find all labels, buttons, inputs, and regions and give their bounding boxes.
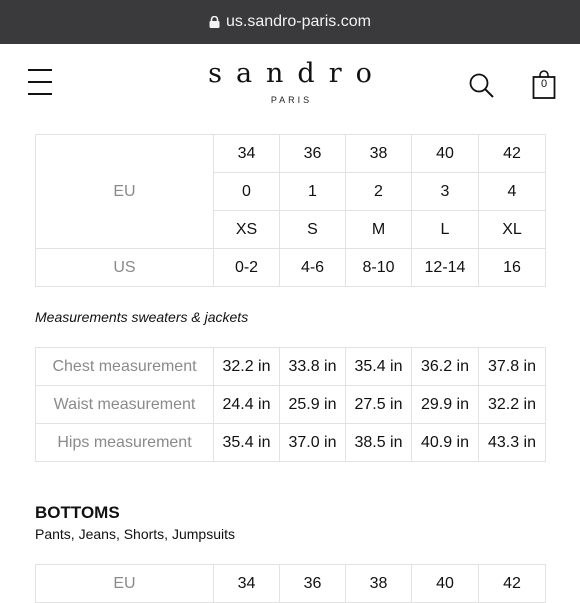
table-cell: 1 (280, 173, 346, 211)
size-conversion-table (35, 134, 546, 287)
table-row (36, 135, 546, 173)
table-cell: 4-6 (280, 249, 346, 287)
table-cell: 36 (280, 565, 346, 603)
table-row (36, 386, 546, 424)
chest-label: Chest measurement (36, 348, 214, 386)
table-cell: 35.4 in (346, 348, 412, 386)
eu-label: EU (36, 565, 214, 603)
table-cell: M (346, 211, 412, 249)
us-label: US (36, 249, 214, 287)
table-cell: 12-14 (412, 249, 479, 287)
brand-subtitle: PARIS (270, 95, 313, 105)
measurements-caption: Measurements sweaters & jackets (35, 309, 249, 325)
table-cell: 37.8 in (479, 348, 546, 386)
table-cell: 0-2 (214, 249, 280, 287)
bottoms-size-table (35, 564, 546, 603)
table-cell: 0 (214, 173, 280, 211)
table-cell: 32.2 in (214, 348, 280, 386)
table-cell: XL (479, 211, 546, 249)
table-cell: 25.9 in (280, 386, 346, 424)
table-cell: XS (214, 211, 280, 249)
table-cell: 32.2 in (479, 386, 546, 424)
table-cell: 34 (214, 565, 280, 603)
table-cell: 36.2 in (412, 348, 479, 386)
table-cell: 38.5 in (346, 424, 412, 462)
table-cell: 2 (346, 173, 412, 211)
table-cell: 35.4 in (214, 424, 280, 462)
table-cell: 40 (412, 135, 479, 173)
table-cell: 40.9 in (412, 424, 479, 462)
bag-count: 0 (540, 78, 548, 90)
table-cell: 34 (214, 135, 280, 173)
table-cell: 8-10 (346, 249, 412, 287)
waist-label: Waist measurement (36, 386, 214, 424)
shopping-bag-button[interactable] (532, 70, 556, 100)
lock-icon (209, 16, 220, 28)
table-cell: 42 (479, 135, 546, 173)
table-cell: 43.3 in (479, 424, 546, 462)
table-cell: 40 (412, 565, 479, 603)
table-row (36, 424, 546, 462)
table-cell: S (280, 211, 346, 249)
url-text: us.sandro-paris.com (226, 13, 371, 30)
table-cell: 37.0 in (280, 424, 346, 462)
table-cell: 27.5 in (346, 386, 412, 424)
search-icon[interactable] (468, 72, 496, 100)
table-cell: 38 (346, 565, 412, 603)
table-cell: 3 (412, 173, 479, 211)
measurements-table (35, 347, 546, 462)
table-cell: 4 (479, 173, 546, 211)
table-cell: 29.9 in (412, 386, 479, 424)
table-cell: 16 (479, 249, 546, 287)
bottoms-subtitle: Pants, Jeans, Shorts, Jumpsuits (35, 526, 235, 542)
table-cell: 38 (346, 135, 412, 173)
table-cell: 33.8 in (280, 348, 346, 386)
table-cell: L (412, 211, 479, 249)
eu-label: EU (36, 135, 214, 249)
table-row (36, 249, 546, 287)
site-header (0, 44, 580, 122)
table-cell: 42 (479, 565, 546, 603)
table-cell: 24.4 in (214, 386, 280, 424)
brand-name: sandro (208, 58, 386, 89)
browser-url-bar[interactable] (0, 0, 580, 44)
table-cell: 36 (280, 135, 346, 173)
bottoms-heading: BOTTOMS (35, 503, 120, 522)
table-row (36, 565, 546, 603)
hips-label: Hips measurement (36, 424, 214, 462)
table-row (36, 348, 546, 386)
